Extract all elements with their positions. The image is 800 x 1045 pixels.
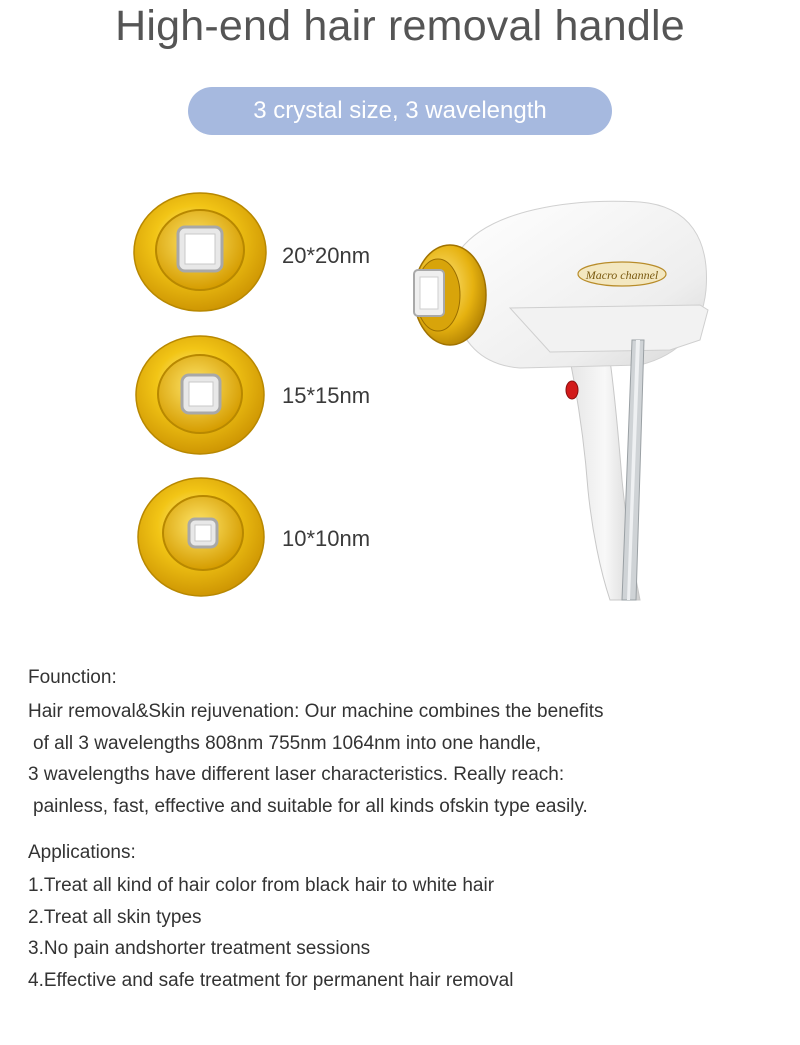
function-description	[28, 696, 768, 822]
function-line: painless, fast, effective and suitable for all kinds ofskin type easily.	[33, 795, 588, 817]
list-item: 3.No pain andshorter treatment sessions	[28, 938, 371, 959]
list-item: 1.Treat all kind of hair color from black hair to white hair	[28, 875, 495, 896]
handle-image	[400, 190, 720, 615]
crystal-size-label: 10*10nm	[282, 526, 371, 551]
list-item: 4.Effective and safe treatment for permanent hair removal	[28, 969, 514, 991]
crystal-15-image	[134, 333, 266, 457]
macro-channel-badge: Macro channel	[585, 268, 659, 282]
applications-list	[28, 870, 768, 996]
crystal-20-image	[132, 190, 268, 314]
subtitle-badge: 3 crystal size, 3 wavelength	[188, 87, 612, 135]
function-line: of all 3 wavelengths 808nm 755nm 1064nm into one handle,	[33, 732, 542, 754]
crystal-size-label: 20*20nm	[282, 243, 371, 268]
page-title: High-end hair removal handle	[115, 2, 685, 50]
crystal-size-label: 15*15nm	[282, 383, 371, 408]
function-line: Hair removal&Skin rejuvenation: Our machine combines the benefits	[28, 701, 604, 722]
crystal-10-image	[136, 475, 266, 599]
applications-heading: Applications:	[28, 842, 136, 863]
function-heading: Founction:	[28, 667, 117, 688]
list-item: 2.Treat all skin types	[28, 906, 202, 928]
function-line: 3 wavelengths have different laser characteristics. Really reach:	[28, 764, 565, 785]
